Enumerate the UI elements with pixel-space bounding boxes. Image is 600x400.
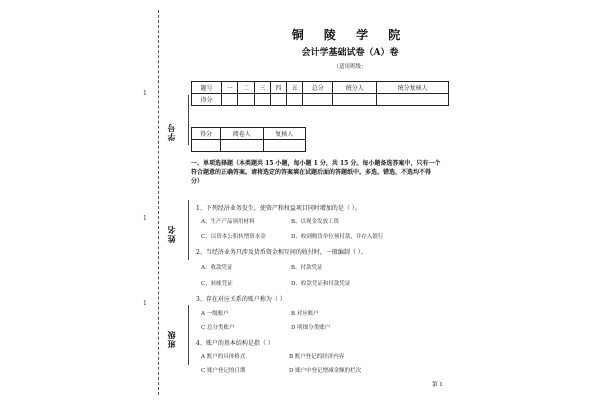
score-cell: 统分人 bbox=[333, 82, 377, 94]
section1-instructions bbox=[191, 159, 451, 186]
option[interactable]: B、以现金发放工资 bbox=[291, 219, 340, 225]
grader-table-header-row bbox=[192, 128, 306, 140]
score-input-cell[interactable] bbox=[238, 94, 254, 106]
option[interactable]: C、以资本公积转增资本金 bbox=[201, 234, 266, 240]
grader-input-cell[interactable] bbox=[263, 140, 305, 152]
applicable-classes: （适用班级： bbox=[333, 64, 367, 70]
option[interactable]: D、收款凭证和付款凭证 bbox=[291, 281, 351, 287]
grader-cell: 复核人 bbox=[263, 128, 305, 140]
option[interactable]: C 账户登记的日期 bbox=[201, 368, 246, 374]
score-cell: 五 bbox=[286, 82, 302, 94]
score-cell: 统分复核人 bbox=[377, 82, 449, 94]
score-input-cell[interactable] bbox=[254, 94, 270, 106]
score-input-cell[interactable] bbox=[270, 94, 286, 106]
score-input-cell[interactable] bbox=[222, 94, 238, 106]
option[interactable]: A、生产产品领用材料 bbox=[201, 219, 255, 225]
option[interactable]: A 账户的具体格式 bbox=[201, 354, 246, 360]
score-cell: 得分 bbox=[192, 94, 222, 106]
score-cell: 题号 bbox=[192, 82, 222, 94]
binding-line bbox=[158, 10, 160, 395]
side-label-name: 姓名 bbox=[166, 225, 176, 243]
school-name: 铜 陵 学 院 bbox=[291, 28, 409, 42]
score-cell: 四 bbox=[270, 82, 286, 94]
option[interactable]: D、收到购货单位预付款，并存入银行 bbox=[291, 234, 384, 240]
question-stem: 2、当经济业务只涉及货币资金相互间的收付时，一般编制（ ）。 bbox=[196, 249, 367, 256]
option[interactable]: B 对应账户 bbox=[291, 311, 319, 317]
student-no-rule bbox=[188, 95, 189, 145]
grader-table bbox=[191, 127, 306, 152]
option[interactable]: B 账户登记的经济内容 bbox=[289, 354, 345, 360]
option[interactable]: A、收款凭证 bbox=[201, 265, 233, 271]
grader-cell: 阅卷人 bbox=[221, 128, 263, 140]
question-stem: 3、存在对应关系的账户称为（ ） bbox=[196, 296, 286, 303]
side-tick: 1 bbox=[143, 90, 147, 97]
grader-cell: 得分 bbox=[192, 128, 221, 140]
grader-input-cell[interactable] bbox=[192, 140, 221, 152]
question-stem: 4、账户的基本结构是指（ ） bbox=[196, 340, 274, 347]
instruction-line: 分） bbox=[191, 178, 204, 185]
side-label-class: 班级 bbox=[166, 330, 176, 348]
option[interactable]: C、转帐凭证 bbox=[201, 281, 233, 287]
score-input-cell[interactable] bbox=[286, 94, 302, 106]
class-rule bbox=[188, 305, 189, 365]
side-tick: 1 bbox=[143, 215, 147, 222]
option[interactable]: D 账户中登记增减金额的栏次 bbox=[289, 368, 362, 374]
score-cell: 二 bbox=[238, 82, 254, 94]
score-cell: 三 bbox=[254, 82, 270, 94]
name-rule bbox=[188, 200, 189, 260]
score-cell: 一 bbox=[222, 82, 238, 94]
score-table-header-row bbox=[192, 82, 449, 94]
option[interactable]: C 总分类账户 bbox=[201, 325, 235, 331]
score-input-cell[interactable] bbox=[377, 94, 449, 106]
score-cell: 总分 bbox=[303, 82, 333, 94]
instruction-line: 一、单项选择题（本类题共 15 小题，每小题 1 分，共 15 分。每小题备选答案中，只有一个 bbox=[191, 160, 441, 167]
grader-table-value-row bbox=[192, 140, 306, 152]
score-table-value-row bbox=[192, 94, 449, 106]
instruction-line: 符合题意的正确答案。请将选定的答案填在试题后面的答题纸中。多选、错选、不选均不得 bbox=[191, 169, 432, 176]
page-number: 第 1 bbox=[432, 382, 443, 388]
score-table bbox=[191, 81, 449, 106]
exam-title: 会计学基础试卷（A）卷 bbox=[301, 48, 399, 58]
grader-input-cell[interactable] bbox=[221, 140, 263, 152]
option[interactable]: D 明细分类账户 bbox=[291, 325, 331, 331]
question-stem: 1、下列经济业务发生，使资产和权益项目同时增加的是（ ）。 bbox=[196, 205, 361, 212]
score-input-cell[interactable] bbox=[303, 94, 333, 106]
side-tick: 1 bbox=[143, 300, 147, 307]
score-input-cell[interactable] bbox=[333, 94, 377, 106]
option[interactable]: A 一级账户 bbox=[201, 311, 229, 317]
side-label-student-no: 学号 bbox=[166, 123, 176, 141]
option[interactable]: B、付款凭证 bbox=[291, 265, 323, 271]
